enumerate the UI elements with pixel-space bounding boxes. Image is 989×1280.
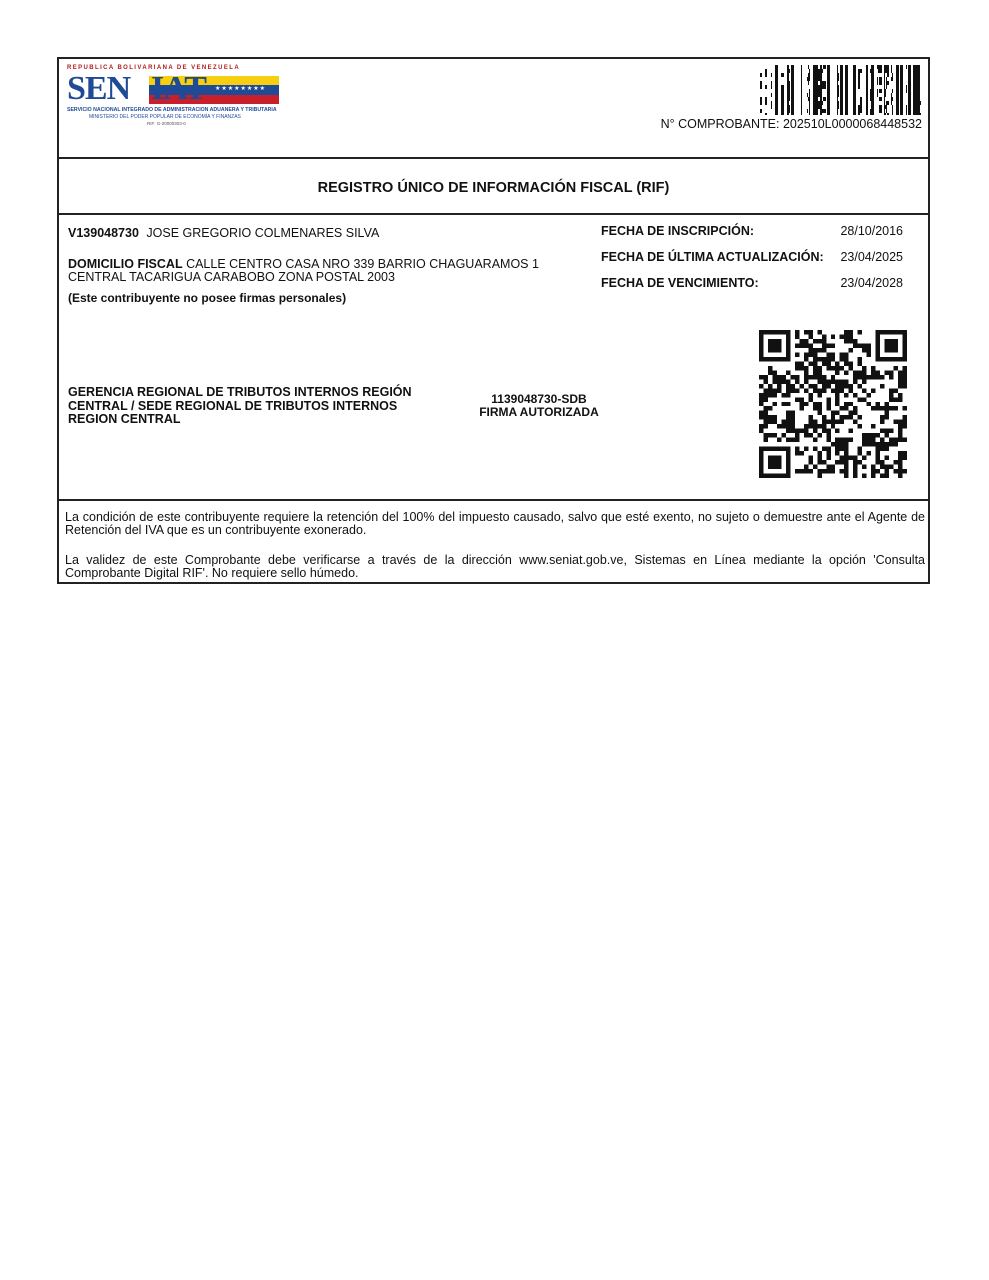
date-row-actualizacion	[601, 250, 911, 276]
logo-brand-left: SEN	[67, 70, 131, 107]
rif-document	[57, 57, 930, 584]
logo-brand-right: IAT	[151, 70, 206, 107]
logo-subtitle-1: SERVICIO NACIONAL INTEGRADO DE ADMINISTRACION ADUANERA Y TRIBUTARIA	[67, 107, 277, 113]
gerencia-regional: GERENCIA REGIONAL DE TRIBUTOS INTERNOS REGIÓN CENTRAL / SEDE REGIONAL DE TRIBUTOS INTERNOS REGION CENTRAL	[68, 385, 412, 426]
no-firmas-note: (Este contribuyente no posee firmas personales)	[68, 291, 347, 305]
rif-number: V139048730	[68, 226, 139, 240]
date-value: 28/10/2016	[840, 224, 903, 238]
footer-notes	[65, 511, 925, 597]
dates-block	[601, 224, 911, 302]
logo-republica-text: REPUBLICA BOLIVARIANA DE VENEZUELA	[67, 65, 241, 71]
domicilio-fiscal	[68, 258, 593, 284]
title-section	[59, 159, 928, 215]
logo-wordmark	[67, 72, 283, 106]
firma-autorizada-block	[459, 393, 619, 419]
document-header	[59, 59, 928, 159]
logo-subtitle-2: MINISTERIO DEL PODER POPULAR DE ECONOMÍA Y FINANZAS	[89, 114, 241, 120]
document-body	[59, 215, 928, 501]
date-label: FECHA DE ÚLTIMA ACTUALIZACIÓN:	[601, 250, 824, 264]
seniat-logo	[67, 65, 283, 129]
date-value: 23/04/2025	[840, 250, 903, 264]
flag-icon: ★★★★★★★★	[149, 76, 279, 104]
footer-retention-note: La condición de este contribuyente requiere la retención del 100% del impuesto causado, salvo que esté exento, no sujeto o demuestre ante el Agente de Retención del IVA que es un contribuyente exonerado.	[65, 510, 925, 537]
date-row-inscripcion	[601, 224, 911, 250]
domicilio-value: CALLE CENTRO CASA NRO 339 BARRIO CHAGUARAMOS 1 CENTRAL TACARIGUA CARABOBO ZONA POSTAL 2003	[68, 257, 539, 284]
footer-validity-note: La validez de este Comprobante debe verificarse a través de la dirección www.seniat.gob.ve, Sistemas en Línea mediante la opción 'Consulta Comprobante Digital RIF'. No requiere sello húmedo.	[65, 553, 925, 580]
firma-label: FIRMA AUTORIZADA	[479, 405, 599, 419]
domicilio-label: DOMICILIO FISCAL	[68, 257, 183, 271]
comprobante-number: N° COMPROBANTE: 202510L0000068448532	[660, 117, 922, 131]
firma-code: 1139048730-SDB	[491, 392, 587, 406]
date-value: 23/04/2028	[840, 276, 903, 290]
date-label: FECHA DE VENCIMIENTO:	[601, 276, 759, 290]
document-title: REGISTRO ÚNICO DE INFORMACIÓN FISCAL (RIF)	[317, 180, 670, 196]
taxpayer-name: JOSE GREGORIO COLMENARES SILVA	[146, 226, 380, 240]
logo-subtitle-3: RIF: G-20000303-0	[147, 121, 186, 126]
taxpayer-line	[68, 226, 379, 240]
date-row-vencimiento	[601, 276, 911, 302]
date-label: FECHA DE INSCRIPCIÓN:	[601, 224, 755, 238]
qr-code-icon	[759, 330, 907, 478]
barcode-icon	[760, 65, 922, 115]
